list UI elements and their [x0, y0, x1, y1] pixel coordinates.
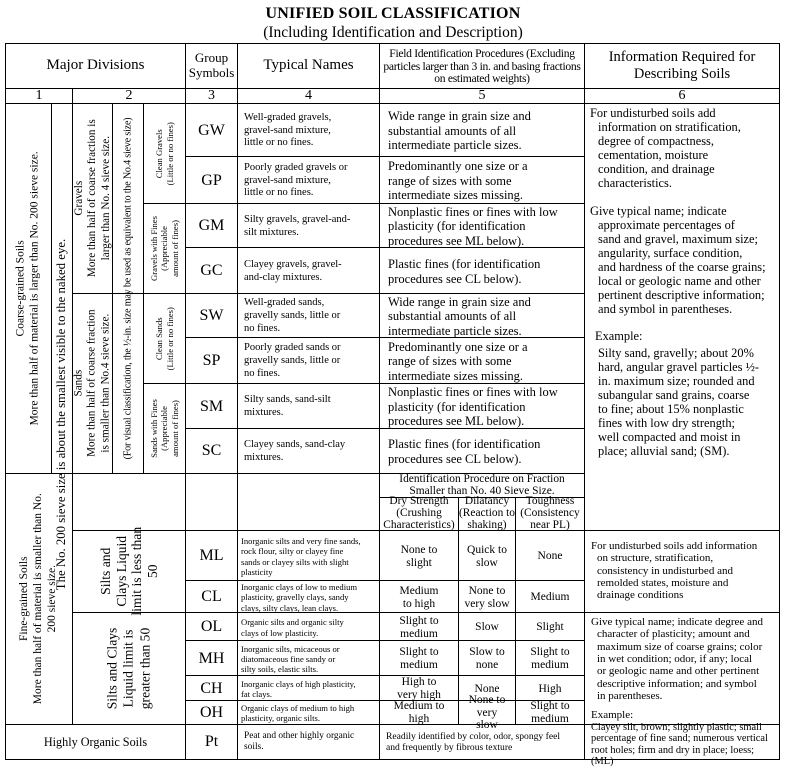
typical-name-sm: [238, 385, 379, 429]
info-fine-p2-line-2: character of plasticity; amount and: [597, 628, 750, 641]
dry-ol: [380, 614, 458, 641]
dry-ol-line-2: medium: [400, 627, 438, 640]
silts-high-line3: greater than 50: [137, 627, 153, 710]
dry-ch: [380, 677, 458, 701]
clean-sands-desc: (Little or no fines): [164, 306, 175, 371]
info-coarse-example-text: [590, 346, 778, 458]
dry-strength-header: [380, 495, 458, 531]
column-number-2: 2: [125, 87, 133, 103]
typical-name-mh-line-2: diatomaceous fine sandy or: [241, 653, 336, 664]
gravels-with-fines-desc-1: (Appreciable: [159, 226, 170, 271]
tough-ch-line-1: High: [538, 682, 562, 695]
sands-label: [73, 294, 112, 473]
gravels-with-fines-label: [144, 204, 185, 293]
field-id-sc-line-1: Plastic fines (for identification: [388, 437, 541, 452]
fine-grained-desc-2: 200 sieve size.: [45, 565, 58, 633]
info-fine-p1-line-4: remolded states, moisture and: [597, 576, 729, 589]
tough-mh: [516, 642, 584, 676]
dil-ol-line-1: Slow: [475, 621, 499, 634]
sands-with-fines-label: [144, 384, 185, 473]
typical-name-ol-line-1: Organic silts and organic silty: [241, 617, 344, 628]
group-symbol-pt: Pt: [204, 732, 219, 750]
toughness-line1: Toughness: [525, 495, 575, 508]
dil-cl-line-1: None to: [468, 584, 506, 597]
info-fine-typical: [591, 616, 779, 768]
typical-name-cl-line-2: plasticity, gravelly clays, sandy: [241, 592, 349, 603]
typical-name-ol-line-2: clays of low plasticity.: [241, 627, 319, 638]
sands-desc-2: is smaller than No.4 sieve size.: [99, 314, 112, 453]
clean-gravels-title: Clean Gravels: [153, 129, 164, 178]
tough-ch: [516, 677, 584, 701]
info-coarse-p2-line-5: and hardness of the coarse grains;: [598, 260, 766, 275]
field-id-sm: [380, 385, 584, 429]
header-typical-names: Typical Names: [263, 57, 354, 74]
field-id-pt-line-2: and frequently by fibrous texture: [386, 742, 513, 753]
field-id-gc-line-1: Plastic fines (for identification: [388, 257, 541, 272]
group-symbol-sm: SM: [199, 397, 224, 415]
silts-low-line1: Silts and: [97, 547, 113, 596]
group-symbol-gw: GW: [198, 121, 225, 139]
dry-oh-line-1: Medium to: [393, 700, 445, 713]
info-coarse-p1-line-6: characteristics.: [598, 176, 672, 191]
info-coarse-p3-line-2: hard, angular gravel particles ½-: [598, 360, 760, 375]
typical-name-sw: [238, 295, 379, 338]
field-id-gm-line-3: procedures see ML below).: [388, 233, 525, 248]
typical-name-oh-line-2: plasticity, organic silts.: [241, 713, 321, 723]
dil-ch-line-1: None: [474, 682, 500, 695]
info-coarse-p3-line-5: to fine; about 15% nonplastic: [598, 402, 744, 417]
typical-name-sp-line-3: no fines.: [244, 367, 281, 379]
info-fine-p2-line-3: maximum size of coarse grains; color: [597, 640, 763, 653]
field-id-gm-line-1: Nonplastic fines or fines with low: [388, 204, 558, 219]
silts-high-line1: Silts and Clays: [104, 627, 120, 710]
info-coarse-p3-line-7: well compacted and moist in: [598, 430, 741, 445]
dry-cl: [380, 582, 458, 613]
tough-cl-line-1: Medium: [530, 591, 570, 604]
group-symbol-gm: GM: [198, 217, 225, 235]
info-coarse-p1-line-4: cementation, moisture: [598, 148, 709, 163]
typical-name-ch-line-2: fat clays.: [241, 689, 273, 699]
coarse-grained-label: [6, 104, 51, 473]
fine-identification-procedure: [380, 474, 584, 497]
field-id-gp-line-2: range of sizes with some: [388, 173, 512, 188]
dry-oh: [380, 702, 458, 724]
fine-grained-title: Fine-grained Soils: [18, 556, 31, 642]
tough-oh-line-1: Slight to: [530, 700, 570, 713]
dil-mh-line-2: none: [475, 659, 499, 671]
silts-high-line2: Liquid limit is: [120, 629, 136, 708]
header-group-symbols: [186, 44, 237, 88]
typical-name-sc-line-2: mixtures.: [244, 451, 284, 463]
info-coarse-p3-line-4: subangular sand grains, coarse: [598, 388, 750, 403]
coarse-grained-desc: More than half of material is larger than No. 200 sieve size.: [29, 151, 42, 426]
group-symbol-oh: OH: [199, 703, 224, 721]
typical-name-sw-line-3: no fines.: [244, 322, 281, 334]
info-fine-p2-line-1: Give typical name; indicate degree and: [591, 616, 763, 628]
info-coarse-p2-line-7: pertinent descriptive information;: [598, 288, 765, 303]
info-coarse-p2-line-1: Give typical name; indicate: [590, 204, 727, 219]
info-coarse-p2-line-6: local or geologic name and other: [598, 274, 761, 289]
dry-ch-line-2: very high: [397, 689, 441, 701]
typical-name-mh-line-1: Inorganic silts, micaceous or: [241, 643, 340, 654]
typical-name-gw-line-3: little or no fines.: [244, 137, 314, 149]
header-info-line2: Describing Soils: [633, 66, 731, 82]
dil-oh-line-1: None to very: [468, 693, 506, 719]
tough-oh-line-2: medium: [531, 713, 569, 725]
clean-sands-title: Clean Sands: [153, 317, 164, 360]
dry-strength-line3: Characteristics): [383, 518, 455, 531]
typical-name-gc: [238, 249, 379, 294]
dilatancy-header: [459, 495, 515, 531]
info-coarse-p2-line-4: angularity, surface condition,: [598, 246, 743, 261]
typical-name-cl-line-3: clays, silty clays, lean clays.: [241, 602, 339, 613]
sands-title: Sands: [72, 370, 85, 397]
column-number-6: 6: [678, 87, 686, 103]
tough-oh: [516, 702, 584, 724]
typical-name-pt-line-2: soils.: [244, 742, 264, 752]
group-symbol-cl: CL: [201, 588, 222, 606]
info-fine-undisturbed: [591, 540, 779, 602]
typical-name-gm: [238, 205, 379, 248]
typical-name-gw-line-2: gravel-sand mixture,: [244, 124, 331, 136]
info-fine-p2-line-4: in wet condition; odor, if any; local: [597, 652, 753, 665]
info-fine-example-text: [591, 722, 779, 769]
typical-name-pt: [238, 725, 379, 759]
group-symbol-ol: OL: [200, 618, 223, 636]
field-id-sw-line-2: substantial amounts of all: [388, 309, 517, 324]
typical-name-ml-line-3: sands or clayey silts with slight: [241, 556, 349, 567]
typical-name-cl-line-1: Inorganic clays of low to medium: [241, 582, 358, 593]
tough-ol-line-1: Slight: [536, 621, 564, 634]
group-symbol-sw: SW: [199, 307, 224, 325]
silts-clays-high-ll-label: [73, 613, 185, 724]
field-id-pt-line-1: Readily identified by color, odor, spongy feel: [386, 730, 561, 742]
clean-gravels-desc: (Little or no fines): [164, 121, 175, 186]
typical-name-gm-line-1: Silty gravels, gravel-and-: [244, 213, 351, 225]
coarse-grained-title: Coarse-grained Soils: [15, 240, 28, 337]
typical-name-gc-line-2: and-clay mixtures.: [244, 271, 323, 283]
dilatancy-line2: (Reaction to: [459, 507, 515, 520]
header-field-line3: on estimated weights): [434, 72, 530, 86]
page-title: UNIFIED SOIL CLASSIFICATION: [265, 5, 521, 22]
dil-cl: [459, 582, 515, 613]
sands-with-fines-title: Sands with Fines: [149, 399, 160, 458]
info-coarse-p3-line-1: Silty sand, gravelly; about 20%: [598, 346, 754, 361]
field-id-sp: [380, 339, 584, 384]
field-id-gw-line-2: substantial amounts of all: [388, 123, 517, 138]
typical-name-gm-line-2: silt mixtures.: [244, 226, 299, 238]
info-coarse-typical-name: [590, 204, 778, 316]
info-coarse-p2-line-8: and symbol in parentheses.: [598, 302, 733, 317]
sands-desc-1: More than half of coarse fraction: [85, 309, 98, 458]
sands-with-fines-desc-2: amount of fines): [169, 400, 180, 457]
field-id-gc: [380, 249, 584, 294]
field-id-sm-line-2: plasticity (for identification: [388, 399, 526, 414]
typical-name-sw-line-2: gravelly sands, little or: [244, 310, 341, 322]
page-subtitle: (Including Identification and Description): [263, 24, 523, 41]
gravels-title: Gravels: [72, 181, 85, 216]
dil-oh-line-2: slow: [476, 719, 498, 732]
header-field-identification: [380, 44, 584, 88]
typical-name-sm-line-1: Silty sands, sand-silt: [244, 394, 331, 406]
dil-mh: [459, 642, 515, 676]
dil-ml: [459, 532, 515, 581]
group-symbol-sc: SC: [201, 442, 222, 460]
field-id-gw: [380, 105, 584, 157]
typical-name-gw: [238, 105, 379, 157]
dry-strength-line2: (Crushing: [396, 507, 442, 520]
info-coarse-p3-line-8: place; alluvial sand; (SM).: [598, 444, 730, 459]
clean-gravels-label: [144, 104, 185, 203]
dry-ch-line-1: High to: [401, 676, 437, 689]
group-symbol-ch: CH: [200, 679, 223, 697]
tough-ol: [516, 614, 584, 641]
info-fine-p1-line-5: drainage conditions: [597, 589, 684, 602]
dil-mh-line-1: Slow to: [469, 646, 505, 659]
silts-low-line4: 50: [144, 564, 160, 579]
group-symbol-gp: GP: [201, 171, 222, 189]
tough-mh-line-2: medium: [531, 659, 569, 671]
info-fine-p3-line-1: Clayey silt, brown; slightly plastic; small: [591, 721, 762, 733]
toughness-header: [516, 495, 584, 531]
tough-ml: [516, 532, 584, 581]
dil-cl-line-2: very slow: [464, 597, 510, 610]
visual-classification-note: (For visual classification, the ½-in. size may be used as equivalent to the No.4 sieve size): [122, 117, 134, 460]
dil-ml-line-2: slow: [476, 556, 498, 569]
field-id-gp-line-3: intermediate sizes missing.: [388, 188, 524, 203]
header-field-line2: particles larger than 3 in. and basing fractions: [383, 59, 581, 73]
field-id-sc: [380, 430, 584, 473]
toughness-line3: near PL): [530, 518, 570, 531]
group-symbol-sp: SP: [202, 352, 221, 370]
typical-name-sc-line-1: Clayey sands, sand-clay: [244, 438, 346, 450]
header-major-divisions: Major Divisions: [46, 57, 145, 74]
info-fine-p2-line-7: in parentheses.: [597, 689, 663, 702]
dry-ml-line-1: None to: [400, 543, 438, 556]
typical-name-ml-line-4: plasticity: [241, 566, 273, 577]
info-coarse-p1-line-1: For undisturbed soils add: [590, 106, 716, 120]
info-fine-p2-line-5: or geologic name and other pertinent: [597, 665, 760, 678]
info-fine-p2-line-6: descriptive information; and symbol: [597, 677, 757, 690]
info-coarse-p1-line-5: condition, and drainage: [598, 162, 715, 177]
dry-mh: [380, 642, 458, 676]
clean-sands-label: [144, 294, 185, 383]
field-id-gp-line-1: Predominantly one size or a: [388, 159, 528, 174]
typical-name-oh-line-1: Organic clays of medium to high: [241, 702, 355, 713]
typical-name-ch: [238, 677, 379, 701]
typical-name-ml-line-2: rock flour, silty or clayey fine: [241, 546, 344, 557]
typical-name-gc-line-1: Clayey gravels, gravel-: [244, 258, 342, 270]
tough-cl: [516, 582, 584, 613]
field-id-gw-line-3: intermediate particle sizes.: [388, 138, 522, 153]
dil-oh: [459, 693, 515, 732]
field-id-gw-line-1: Wide range in grain size and: [388, 109, 531, 124]
typical-name-gp-line-2: gravel-sand mixture,: [244, 174, 331, 186]
dry-cl-line-2: to high: [402, 597, 436, 610]
column-number-4: 4: [305, 87, 312, 103]
tough-ml-line-1: None: [537, 550, 563, 563]
column-number-5: 5: [478, 87, 486, 103]
info-coarse-p3-line-6: fines with low dry strength;: [598, 416, 735, 431]
info-coarse-undisturbed: [590, 106, 778, 190]
silts-low-line3: limit is less than: [129, 527, 144, 616]
typical-name-sm-line-2: mixtures.: [244, 407, 284, 418]
gravels-desc-2: larger than No. 4 sieve size.: [99, 136, 112, 261]
visual-classification-label: [112, 104, 143, 473]
typical-name-cl: [238, 582, 379, 613]
info-coarse-p2-line-2: approximate percentages of: [598, 218, 735, 233]
column-number-3: 3: [208, 87, 215, 103]
info-coarse-p3-line-3: in. maximum size; rounded and: [598, 374, 755, 389]
dil-ol: [459, 614, 515, 641]
typical-name-sc: [238, 430, 379, 473]
group-symbol-mh: MH: [198, 649, 225, 667]
field-id-sp-line-2: range of sizes with some: [388, 354, 512, 369]
highly-organic-division: Highly Organic Soils: [43, 734, 148, 749]
header-group-symbols-line1: Group: [194, 50, 229, 66]
fine-grained-desc-1: More than half of material is smaller than No.: [32, 493, 45, 705]
info-coarse-p1-line-3: degree of compactness,: [598, 134, 714, 149]
field-id-sm-line-3: procedures see ML below).: [388, 414, 525, 429]
field-id-gp: [380, 158, 584, 204]
info-fine-p1-line-3: consistency in undisturbed and: [597, 564, 733, 577]
dil-ml-line-1: Quick to: [467, 543, 507, 556]
dry-strength-line1: Dry Strength: [389, 495, 449, 508]
info-coarse-p1-line-2: information on stratification,: [598, 120, 741, 135]
typical-name-gw-line-1: Well-graded gravels,: [244, 111, 332, 123]
info-fine-p1-line-1: For undisturbed soils add information: [591, 540, 758, 552]
sands-with-fines-desc-1: (Appreciable: [159, 406, 170, 451]
dilatancy-line3: shaking): [467, 518, 507, 531]
column-number-1: 1: [35, 87, 43, 103]
typical-name-gp-line-3: little or no fines.: [244, 187, 314, 199]
typical-name-ol: [238, 614, 379, 641]
dry-ml-line-2: slight: [406, 556, 432, 569]
sieve-note: The No. 200 sieve size is about the smallest visible to the naked eye.: [54, 238, 69, 590]
header-field-line1: Field Identification Procedures (Excluding: [389, 46, 575, 60]
info-fine-p3-line-4: (ML): [591, 756, 614, 768]
field-id-gc-line-2: procedures see CL below).: [388, 271, 522, 286]
field-id-gm-line-2: plasticity (for identification: [388, 219, 526, 234]
typical-name-ml: [238, 532, 379, 581]
field-id-gm: [380, 205, 584, 248]
typical-name-gp-line-1: Poorly graded gravels or: [244, 161, 348, 173]
typical-name-sp-line-2: gravelly sands, little or: [244, 355, 341, 367]
dilatancy-line1: Dilatancy: [464, 495, 510, 508]
info-fine-example-label: Example:: [591, 709, 634, 722]
field-id-sp-line-3: intermediate sizes missing.: [388, 368, 524, 383]
typical-name-mh: [238, 642, 379, 676]
silts-low-line2: Clays Liquid: [113, 536, 129, 607]
dry-ml: [380, 532, 458, 581]
typical-name-gp: [238, 158, 379, 204]
typical-name-oh: [238, 702, 379, 724]
field-id-sw-line-3: intermediate particle sizes.: [388, 323, 522, 338]
dry-ol-line-1: Slight to: [399, 614, 439, 627]
field-id-sp-line-1: Predominantly one size or a: [388, 339, 528, 354]
typical-name-mh-line-3: silty soils, elastic silts.: [241, 664, 319, 675]
typical-name-sp: [238, 339, 379, 384]
fine-proc-line2: Smaller than No. 40 Sieve Size.: [409, 484, 555, 497]
toughness-line2: (Consistency: [520, 507, 580, 520]
fine-proc-line1: Identification Procedure on Fraction: [399, 472, 565, 485]
field-id-sw-line-1: Wide range in grain size and: [388, 294, 531, 309]
typical-name-ch-line-1: Inorganic clays of high plasticity,: [241, 678, 356, 689]
group-symbol-ml: ML: [199, 547, 224, 565]
group-symbol-gc: GC: [200, 262, 223, 280]
info-coarse-p2-line-3: sand and gravel, maximum size;: [598, 232, 759, 247]
info-coarse-example-label: Example:: [595, 329, 643, 344]
field-id-sm-line-1: Nonplastic fines or fines with low: [388, 385, 558, 400]
field-id-pt: [380, 725, 584, 759]
typical-name-pt-line-1: Peat and other highly organic: [244, 730, 355, 741]
info-coarse: [590, 106, 778, 458]
dry-oh-line-2: high: [408, 713, 430, 725]
dry-mh-line-1: Slight to: [399, 646, 439, 659]
header-group-symbols-line2: Symbols: [188, 65, 235, 80]
typical-name-sp-line-1: Poorly graded sands or: [244, 342, 341, 354]
gravels-with-fines-title: Gravels with Fines: [149, 216, 160, 281]
gravels-desc-1: More than half of coarse fraction is: [85, 119, 98, 278]
info-fine-p3-line-3: root holes; firm and dry in place; loess;: [591, 744, 755, 756]
header-info-line1: Information Required for: [608, 48, 756, 65]
header-information-required: [585, 44, 779, 88]
typical-name-sw-line-1: Well-graded sands,: [244, 297, 325, 309]
info-fine-p1-line-2: on structure, stratification,: [597, 552, 714, 565]
sieve-note-label: [51, 104, 72, 724]
dry-cl-line-1: Medium: [399, 584, 439, 597]
tough-mh-line-1: Slight to: [530, 646, 570, 659]
field-id-sw: [380, 295, 584, 338]
gravels-with-fines-desc-2: amount of fines): [169, 220, 180, 277]
typical-name-ml-line-1: Inorganic silts and very fine sands,: [241, 536, 361, 547]
gravels-label: [73, 104, 112, 293]
dry-mh-line-2: medium: [400, 659, 438, 671]
silts-clays-low-ll-label: [73, 527, 185, 616]
info-fine-p3-line-2: percentage of fine sand; numerous vertical: [591, 733, 768, 745]
field-id-sc-line-2: procedures see CL below).: [388, 451, 522, 466]
